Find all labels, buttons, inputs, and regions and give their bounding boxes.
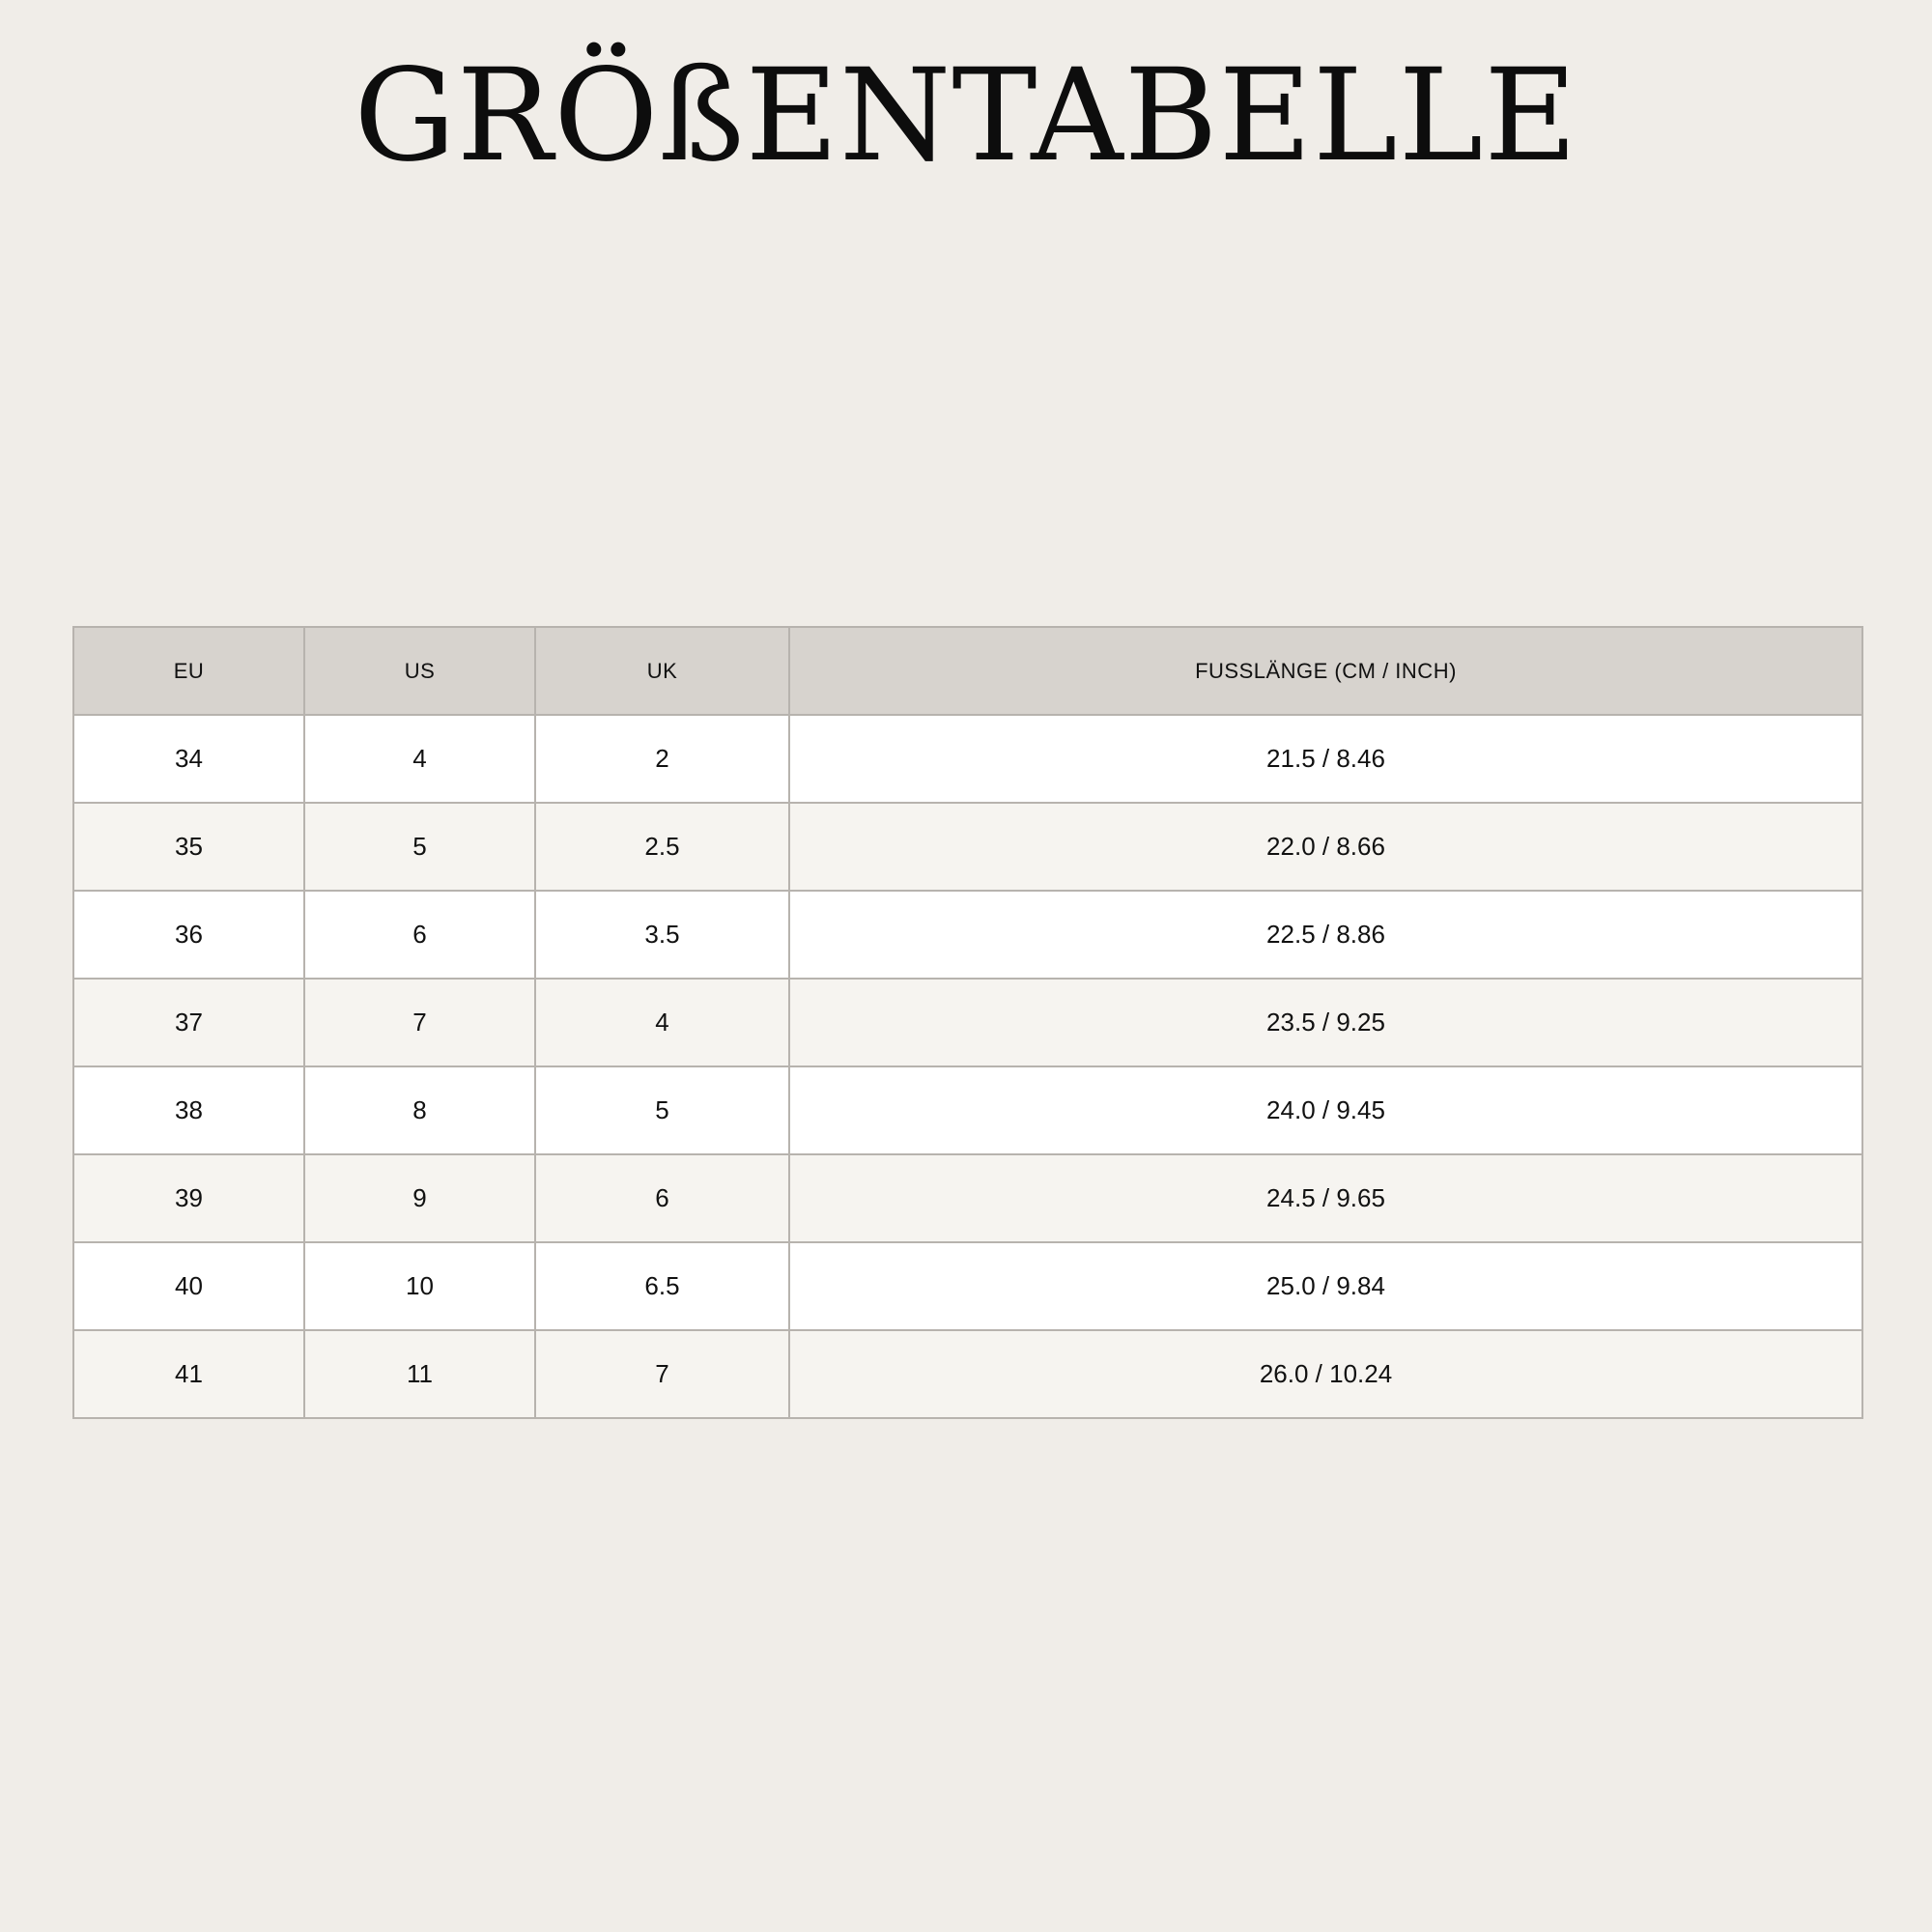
cell-uk: 2 <box>535 715 789 803</box>
cell-us: 7 <box>304 979 535 1066</box>
table-row <box>73 1154 1862 1242</box>
cell-us: 10 <box>304 1242 535 1330</box>
cell-uk: 3.5 <box>535 891 789 979</box>
cell-foot-length: 24.5 / 9.65 <box>789 1154 1862 1242</box>
cell-us: 4 <box>304 715 535 803</box>
table-row <box>73 803 1862 891</box>
cell-foot-length: 23.5 / 9.25 <box>789 979 1862 1066</box>
cell-uk: 2.5 <box>535 803 789 891</box>
table-row <box>73 715 1862 803</box>
cell-uk: 5 <box>535 1066 789 1154</box>
cell-eu: 38 <box>73 1066 304 1154</box>
cell-eu: 35 <box>73 803 304 891</box>
table-row <box>73 891 1862 979</box>
cell-foot-length: 25.0 / 9.84 <box>789 1242 1862 1330</box>
cell-eu: 41 <box>73 1330 304 1418</box>
cell-us: 11 <box>304 1330 535 1418</box>
table-row <box>73 1066 1862 1154</box>
cell-eu: 37 <box>73 979 304 1066</box>
header-foot-length: FUSSLÄNGE (CM / INCH) <box>789 627 1862 715</box>
table-header-row <box>73 627 1862 715</box>
cell-us: 5 <box>304 803 535 891</box>
cell-us: 8 <box>304 1066 535 1154</box>
cell-eu: 40 <box>73 1242 304 1330</box>
header-us: US <box>304 627 535 715</box>
cell-uk: 6 <box>535 1154 789 1242</box>
table-row <box>73 1242 1862 1330</box>
cell-uk: 6.5 <box>535 1242 789 1330</box>
cell-eu: 34 <box>73 715 304 803</box>
cell-uk: 7 <box>535 1330 789 1418</box>
cell-us: 6 <box>304 891 535 979</box>
cell-foot-length: 22.0 / 8.66 <box>789 803 1862 891</box>
cell-eu: 39 <box>73 1154 304 1242</box>
header-uk: UK <box>535 627 789 715</box>
cell-us: 9 <box>304 1154 535 1242</box>
cell-foot-length: 26.0 / 10.24 <box>789 1330 1862 1418</box>
size-chart-table <box>72 626 1863 1419</box>
cell-foot-length: 21.5 / 8.46 <box>789 715 1862 803</box>
cell-uk: 4 <box>535 979 789 1066</box>
page-title: GRÖßENTABELLE <box>354 42 1578 190</box>
header-eu: EU <box>73 627 304 715</box>
cell-eu: 36 <box>73 891 304 979</box>
cell-foot-length: 22.5 / 8.86 <box>789 891 1862 979</box>
table-row <box>73 979 1862 1066</box>
table-row <box>73 1330 1862 1418</box>
cell-foot-length: 24.0 / 9.45 <box>789 1066 1862 1154</box>
